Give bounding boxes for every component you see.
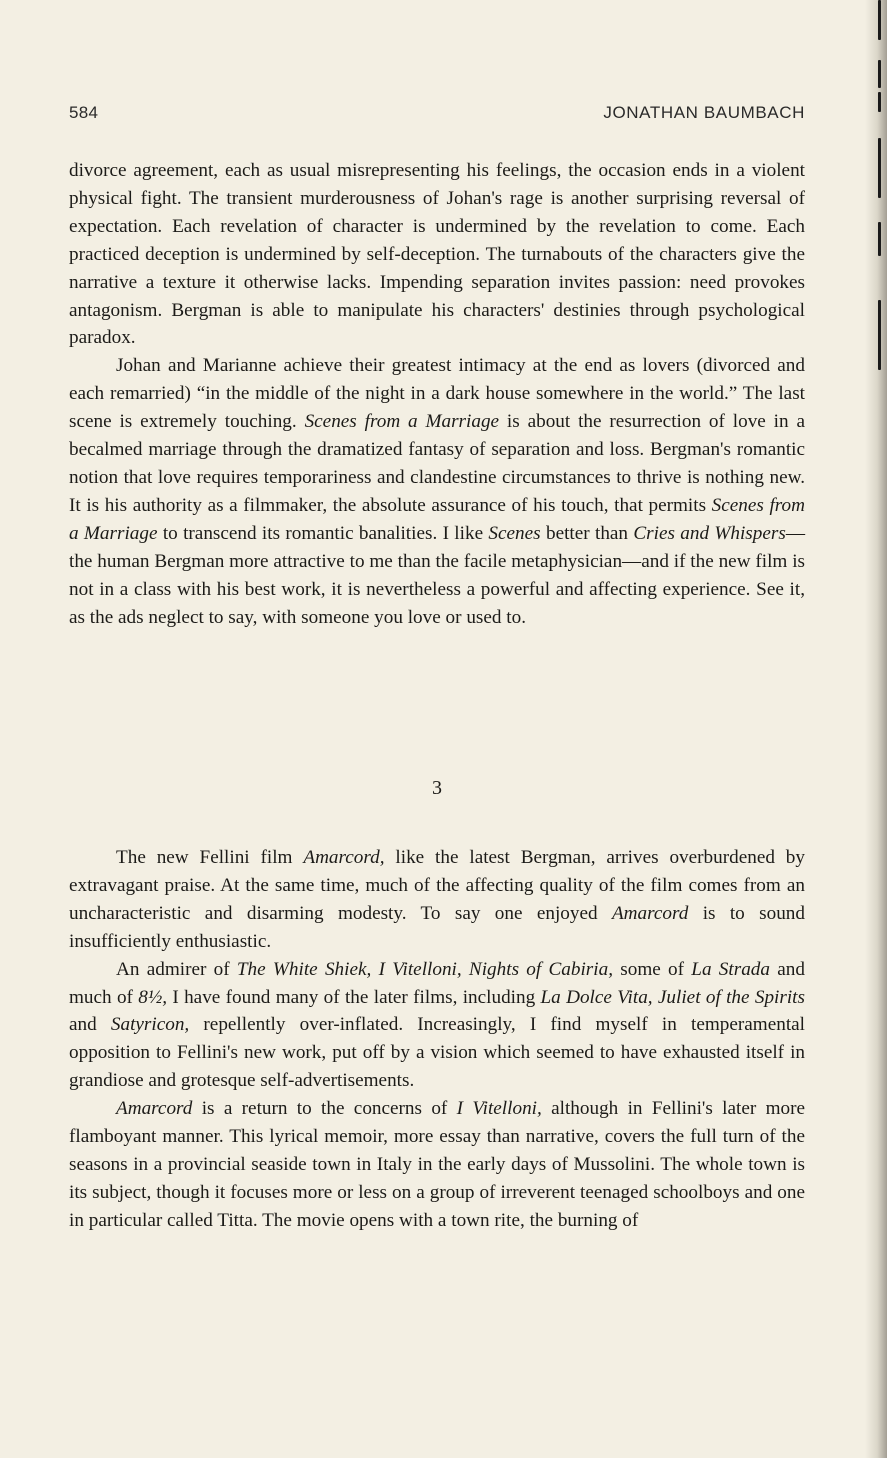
film-title: Scenes from a Marriage (304, 411, 500, 433)
film-title: Cries and Whispers (633, 522, 786, 544)
film-title: Satyricon, (110, 1014, 190, 1036)
film-title: 8½, (138, 986, 168, 1008)
film-title: La Dolce Vita, Juliet of the Spirits (540, 986, 805, 1008)
edge-mark (878, 222, 881, 256)
film-title: Amarcord, (303, 847, 385, 868)
paragraph: Johan and Marianne achieve their greatest intimacy at the end as lovers (divorced and each remarried) “in the middle of the night in a dark house somewhere in the world.” The last scene is extremely touching. Scenes from a Marriage is about the resurrection of love in a becalmed marriage through the dramatized fantasy of separation and loss. Bergman's romantic notion that love requires temporariness and clandestine circumstances to thrive is nothing new. It is his authority as a filmmaker, the absolute assurance of his touch, that permits Scenes from a Marriage to transcend its romantic banalities. I like Scenes better than Cries and Whispers—the human Bergman more attractive to me than the facile metaphysician—and if the new film is not in a class with his best work, it is nevertheless a powerful and affecting experience. See it, as the ads neglect to say, with someone you love or used to. (69, 355, 805, 628)
film-title: La Strada (691, 958, 770, 980)
film-title: Scenes (488, 522, 541, 544)
section-number: 3 (432, 777, 442, 799)
edge-mark (878, 60, 881, 88)
text-block-bottom (69, 844, 805, 1235)
page-edge-shadow (865, 0, 887, 1458)
edge-mark (878, 300, 881, 370)
paragraph: divorce agreement, each as usual misrepresenting his feelings, the occasion ends in a violent physical fight. The transient murderousness of Johan's rage is another surprising reversal of expectation. Each revelation of character is undermined by the revelation to come. Each practiced deception is undermined by self-deception. The turnabouts of the characters give the narrative a texture it otherwise lacks. Impending separation invites passion: need provokes antagonism. Bergman is able to manipulate his characters' destinies through psychological paradox. (69, 160, 805, 349)
paragraph: The new Fellini film Amarcord, like the latest Bergman, arrives overburdened by extravagant praise. At the same time, much of the affecting quality of the film comes from an uncharacteristic and disarming modesty. To say one enjoyed Amarcord is to sound insufficiently enthusiastic. (69, 847, 805, 952)
film-title: Amarcord (116, 1098, 193, 1120)
running-head-author: JONATHAN BAUMBACH (603, 103, 805, 122)
running-header (69, 103, 805, 127)
page-number: 584 (69, 103, 99, 122)
paragraph: An admirer of The White Shiek, I Vitelloni, Nights of Cabiria, some of La Strada and much of 8½, I have found many of the later films, including La Dolce Vita, Juliet of the Spirits and Satyricon, repellently over-inflated. Increasingly, I find myself in temperamental opposition to Fellini's new work, put off by a vision which seemed to have exhausted itself in grandiose and grotesque self-advertisements. (69, 958, 805, 1092)
film-title: Scenes from a Marriage (69, 494, 805, 544)
paragraph: Amarcord is a return to the concerns of I Vitelloni, although in Fellini's later more flamboyant manner. This lyrical memoir, more essay than narrative, covers the full turn of the seasons in a provincial seaside town in Italy in the early days of Mussolini. The whole town is its subject, though it focuses more or less on a group of irreverent teenaged schoolboys and one in particular called Titta. The movie opens with a town rite, the burning of (69, 1098, 806, 1231)
edge-mark (878, 138, 881, 198)
edge-mark (878, 92, 881, 112)
edge-mark (878, 0, 881, 40)
film-title: Amarcord (611, 902, 689, 924)
text-block-top (69, 157, 805, 631)
film-title: The White Shiek, I Vitelloni, Nights of Cabiria, (236, 958, 613, 980)
film-title: I Vitelloni, (456, 1098, 542, 1120)
